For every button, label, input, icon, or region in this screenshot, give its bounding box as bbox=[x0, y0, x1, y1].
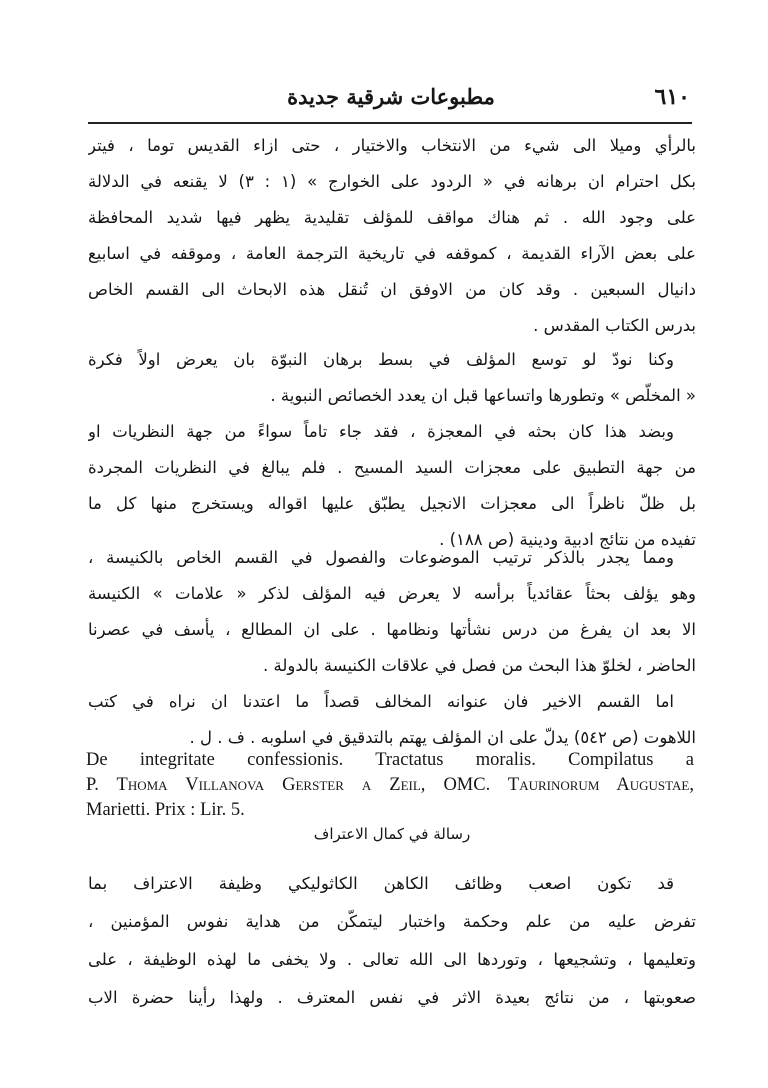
review-1-paragraph-4 bbox=[88, 540, 696, 684]
text-line: الا بعد ان يفرغ من درس نشأتها ونظامها . على ان المطالع ، يأسف في عصرنا bbox=[88, 620, 696, 639]
page-number: ٦١٠ bbox=[654, 84, 690, 110]
text-line: وهو يؤلف بحثاً عقائدياً برأسه لا يعرض فيه المؤلف لذكر « علامات » الكنيسة bbox=[88, 584, 696, 603]
text-line: بل ظلّ ناظراً الى معجزات الانجيل يطبّق عليها اقواله ويستخرج منها كل ما bbox=[88, 494, 696, 513]
running-title: مطبوعات شرقية جديدة bbox=[287, 84, 495, 109]
citation-line: Marietti. Prix : Lir. 5. bbox=[86, 800, 245, 820]
text-line: اللاهوت (ص ٥٤٢) يدلّ على ان المؤلف يهتم بالتدقيق في اسلوبه . ف . ل . bbox=[189, 728, 696, 747]
text-line: صعوبتها ، من نتائج بعيدة الاثر في نفس المعترف . ولهذا رأينا حضرة الاب bbox=[88, 988, 696, 1007]
text-line: تفرض عليه من علم وحكمة واختبار ليتمكّن من هداية نفوس المؤمنين ، bbox=[88, 912, 696, 931]
text-line: على وجود الله . ثم هناك مواقف للمؤلف تقليدية يظهر فيها شديد المحافظة bbox=[88, 208, 696, 227]
review-2-citation bbox=[86, 748, 694, 823]
text-line: من جهة التطبيق على معجزات السيد المسيح . فلم يبالغ في النظريات المجردة bbox=[88, 458, 696, 477]
header-rule bbox=[88, 122, 692, 124]
text-line: بدرس الكتاب المقدس . bbox=[533, 316, 696, 335]
review-2-paragraph-1 bbox=[88, 865, 696, 1017]
review-2-arabic-title: رسالة في كمال الاعتراف bbox=[313, 825, 471, 843]
review-1-paragraph-3 bbox=[88, 414, 696, 558]
text-line: « المخلّص » وتطورها واتساعها قبل ان يعدد الخصائص النبوية . bbox=[270, 386, 696, 405]
text-line: اما القسم الاخير فان عنوانه المخالف قصداً ما اعتدنا ان نراه في كتب bbox=[88, 692, 674, 711]
citation-line: De integritate confessionis. Tractatus moralis. Compilatus a bbox=[86, 750, 694, 770]
text-line: وبضد هذا كان بحثه في المعجزة ، فقد جاء تاماً سواءً من جهة النظريات او bbox=[88, 422, 674, 441]
text-line: الحاضر ، لخلوّ هذا البحث من فصل في علاقات الكنيسة بالدولة . bbox=[263, 656, 696, 675]
text-line: وكنا نودّ لو توسع المؤلف في بسط برهان النبوّة بان يعرض اولاً فكرة bbox=[88, 350, 674, 369]
text-line: على بعض الآراء القديمة ، كموقفه في تاريخية الترجمة العامة ، وموقفه في اسابيع bbox=[88, 244, 696, 263]
review-1-paragraph-1 bbox=[88, 128, 696, 344]
text-line: ومما يجدر بالذكر ترتيب الموضوعات والفصول في القسم الخاص بالكنيسة ، bbox=[88, 548, 674, 567]
review-1-paragraph-2 bbox=[88, 342, 696, 414]
text-line: وتعليمها ، وتشجيعها ، وتوردها الى الله تعالى . ولا يخفى ما لهذه الوظيفة ، على bbox=[88, 950, 696, 969]
page-header bbox=[92, 80, 690, 116]
text-line: بكل احترام ان برهانه في « الردود على الخوارج » (١ : ٣) لا يقنعه في الدلالة bbox=[88, 172, 696, 191]
text-line: تفيده من نتائج ادبية ودينية (ص ١٨٨) . bbox=[439, 530, 696, 549]
citation-line: P. Thoma Villanova Gerster a Zeil, OMC. Taurinorum Augustae, bbox=[86, 775, 694, 795]
text-line: قد تكون اصعب وظائف الكاهن الكاثوليكي وظيفة الاعتراف بما bbox=[88, 874, 674, 893]
review-1-paragraph-5 bbox=[88, 684, 696, 756]
text-line: دانيال السبعين . وقد كان من الاوفق ان تُنقل هذه الابحاث الى القسم الخاص bbox=[88, 280, 696, 299]
text-line: بالرأي وميلا الى شيء من الانتخاب والاختيار ، حتى ازاء القديس توما ، فيتر bbox=[88, 136, 696, 155]
